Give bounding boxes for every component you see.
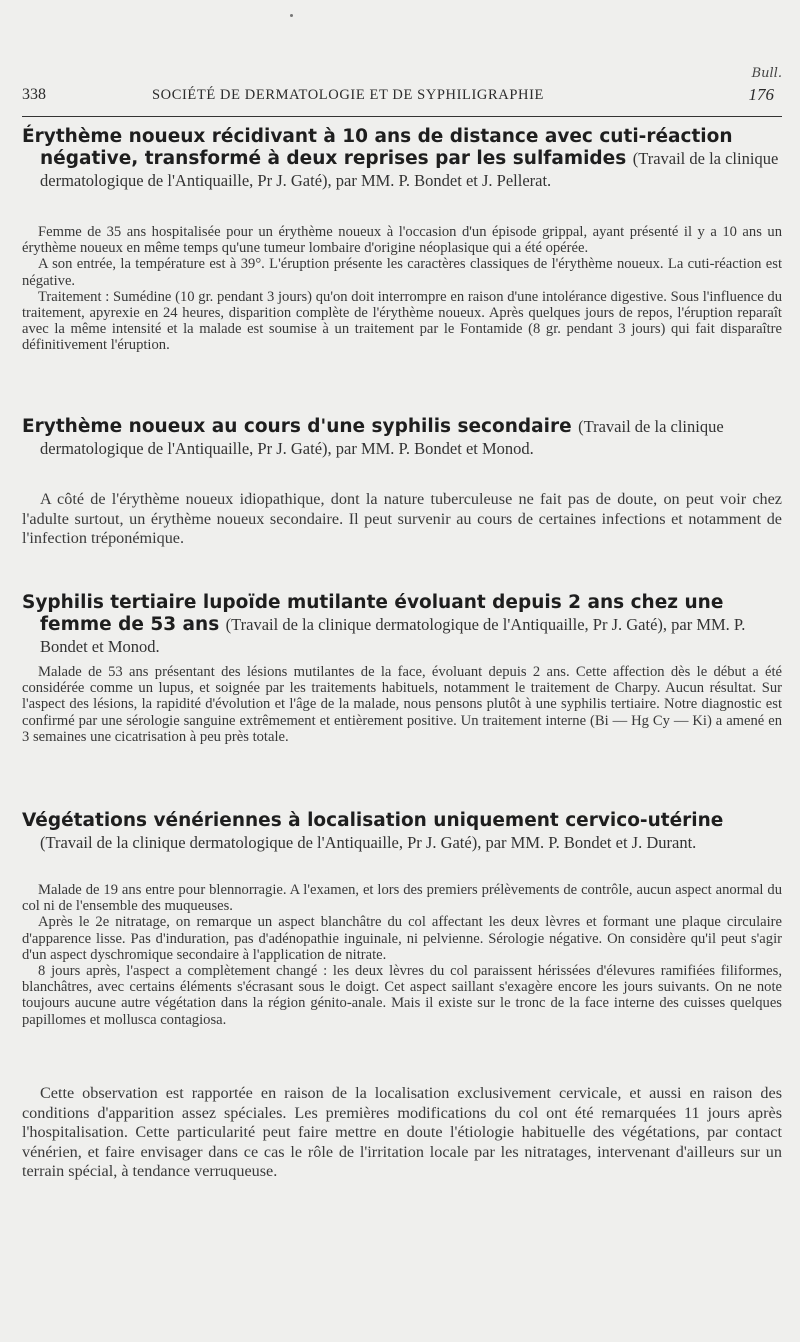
article-credit: (Travail de la clinique dermatologique de l'Antiquaille, Pr J. Gaté), par MM. P. Bondet et J. Pellerat. [40,149,779,190]
paragraph: A côté de l'érythème noueux idiopathique, dont la nature tuberculeuse ne fait pas de doute, on peut voir chez l'adulte surtout, un érythème noueux secondaire. Il peut survenir au cours de certaines infections et notamment de l'infection tréponémique. [22,490,782,548]
article-credit: (Travail de la clinique dermatologique de l'Antiquaille, Pr J. Gaté), par MM. P. Bondet et Monod. [40,417,724,458]
article-4-body [22,882,782,1028]
article-1-body [22,224,782,354]
journal-title: SOCIÉTÉ DE DERMATOLOGIE ET DE SYPHILIGRAPHIE [152,87,544,103]
article-title [22,592,782,658]
paragraph: A son entrée, la température est à 39°. L'éruption présente les caractères classiques de l'érythème noueux. La cuti-réaction est négative. [22,256,782,289]
article-title-text: Érythème noueux récidivant à 10 ans de distance avec cuti-réaction négative, transformé à deux reprises par les sulfamides [22,126,733,169]
ink-speck [290,14,293,17]
article-title [22,126,782,192]
article-2-body [22,490,782,549]
article-4-discussion [22,1084,782,1182]
paragraph: Après le 2e nitratage, on remarque un aspect blanchâtre du col affectant les deux lèvres et formant une plaque circulaire d'apparence lisse. Pas d'induration, pas d'adénopathie inguinale, ni pelvienne. Sérologie négative. On considère qu'il peut s'agir d'un aspect dyschromique secondaire à l'application de nitrate. [22,914,782,963]
article-2 [22,416,782,460]
article-1 [22,126,782,192]
paragraph: Cette observation est rapportée en raison de la localisation exclusivement cervicale, et aussi en raison des conditions d'apparition assez spéciales. Les premières modifications du col ont été remarquées 11 jours après l'hospitalisation. Cette particularité peut faire mettre en doute l'étiologie habituelle des végétations, par contact vénérien, et faire envisager dans ce cas le rôle de l'irritation locale par les nitratages, intervenant d'ailleurs sur un terrain spécial, à tendance verruqueuse. [22,1084,782,1181]
header-rule [22,116,782,117]
article-3-body [22,664,782,745]
article-title-text: Syphilis tertiaire lupoïde mutilante évoluant depuis 2 ans chez une femme de 53 ans [22,592,724,635]
article-3 [22,592,782,658]
running-header [22,86,778,106]
page-number: 338 [22,86,46,103]
article-credit: (Travail de la clinique dermatologique de l'Antiquaille, Pr J. Gaté), par MM. P. Bondet et J. Durant. [40,833,697,852]
paragraph: Femme de 35 ans hospitalisée pour un érythème noueux à l'occasion d'un épisode grippal, ayant présenté il y a 10 ans un érythème noueux en même temps qu'une tumeur lombaire d'origine néoplasique qui a été opérée. [22,224,782,257]
paragraph: 8 jours après, l'aspect a complètement changé : les deux lèvres du col paraissent hérissées d'élevures ramifiées filiformes, blanchâtres, avec certains éléments s'écrasant sous le doigt. Cet aspect saillant s'exagère encore les jours suivants. On ne note toujours aucune autre végétation dans la région génito-anale. Mais il existe sur le tronc de la face interne des cuisses quelques papillomes et mollusca contagiosa. [22,963,782,1028]
article-title-text: Végétations vénériennes à localisation uniquement cervico-utérine [22,810,724,831]
paragraph: Traitement : Sumédine (10 gr. pendant 3 jours) qu'on doit interrompre en raison d'une intolérance digestive. Sous l'influence du traitement, apyrexie en 24 heures, disparition complète de l'érythème noueux. Après quelques jours de repos, l'éruption reparaît avec la même intensité et la malade est soumise à un traitement par le Fontamide (8 gr. pendant 3 jours) qui fait disparaître définitivement l'éruption. [22,288,782,354]
article-4 [22,810,782,854]
article-title [22,416,782,460]
paragraph: Malade de 19 ans entre pour blennorragie. A l'examen, et lors des premiers prélèvements de contrôle, aucun aspect anormal du col ni de l'ensemble des muqueuses. [22,882,782,915]
library-stamp: Bull. [751,66,782,81]
paragraph: Malade de 53 ans présentant des lésions mutilantes de la face, évoluant depuis 2 ans. Cette affection dès le début a été considérée comme un lupus, et soignée par les traitements habituels, notamment le traitement de Charpy. Aucun résultat. Sur l'aspect des lésions, la rapidité d'évolution et l'âge de la malade, nous pensons plutôt à une syphilis tertiaire. Notre diagnostic est confirmé par une sérologie sanguine extrêmement et entièrement positive. Un traitement interne (Bi — Hg Cy — Ki) a amené en 3 semaines une cicatrisation à peu près totale. [22,664,782,745]
reference-number: 176 [748,85,774,104]
article-credit: (Travail de la clinique dermatologique de l'Antiquaille, Pr J. Gaté), par MM. P. Bondet et Monod. [40,615,746,656]
article-title-text: Erythème noueux au cours d'une syphilis secondaire [22,416,572,437]
article-title [22,810,782,854]
